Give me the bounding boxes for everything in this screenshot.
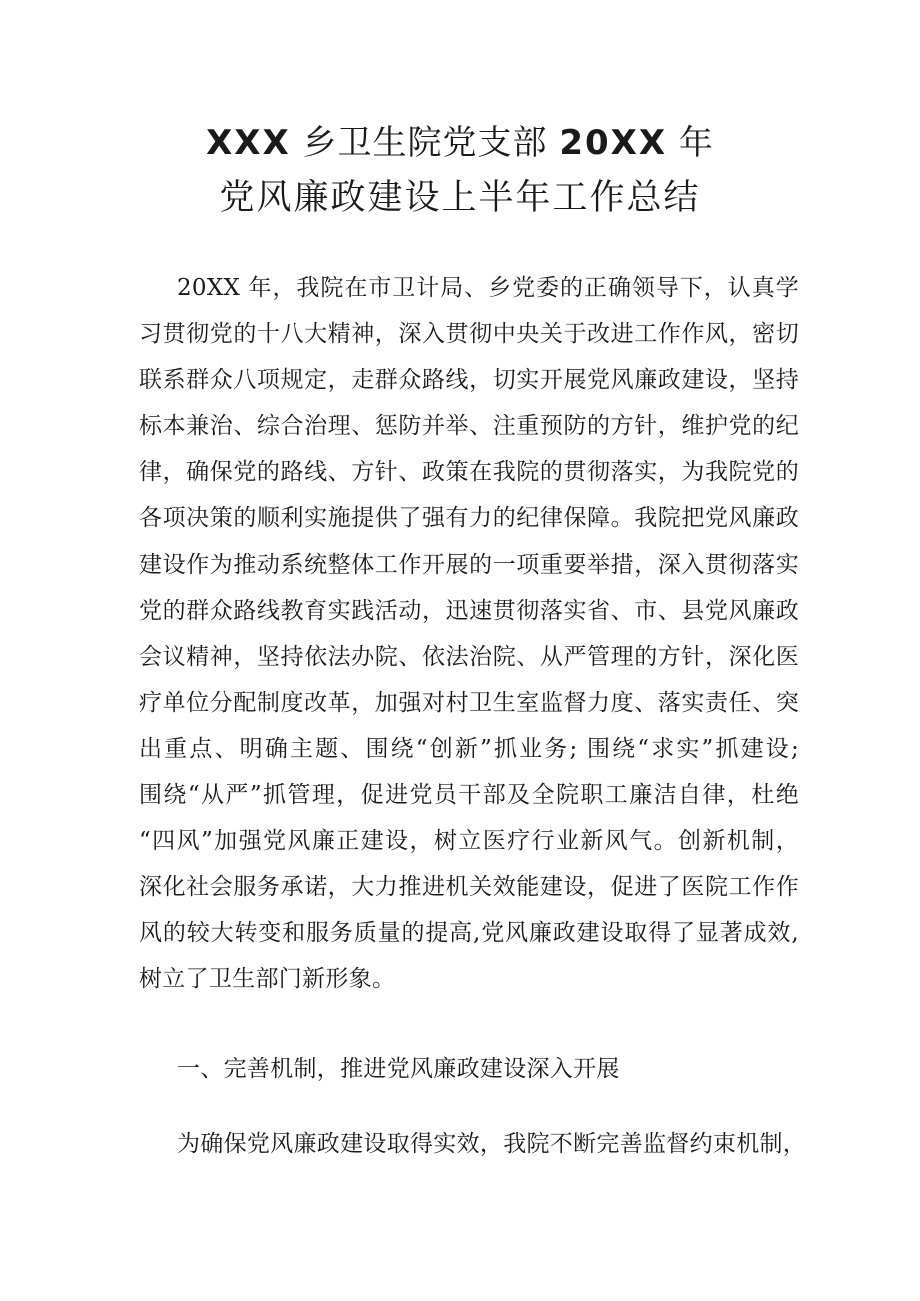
- paragraph-line: “四风”加强党风廉正建设，树立医疗行业新风气。创新机制，: [139, 828, 799, 855]
- title-year: 20XX: [559, 123, 668, 163]
- paragraph-line: 深化社会服务承诺，大力推进机关效能建设，促进了医院工作作: [139, 874, 799, 901]
- paragraph-line: 会议精神，坚持依法办院、依法治院、从严管理的方针，深化医: [139, 643, 799, 670]
- paragraph-intro: [139, 265, 799, 1003]
- title-org-code: XXX: [206, 123, 291, 163]
- paragraph-line: 风的较大转变和服务质量的提高,党风廉政建设取得了显著成效,: [139, 920, 799, 947]
- paragraph-line: 围绕“从严”抓管理，促进党员干部及全院职工廉洁自律，杜绝: [139, 782, 799, 809]
- paragraph-line: 党的群众路线教育实践活动，迅速贯彻落实省、市、县党风廉政: [139, 597, 799, 624]
- paragraph-line: 20XX 年，我院在市卫计局、乡党委的正确领导下，认真学: [177, 275, 799, 301]
- paragraph-line: 律，确保党的路线、方针、政策在我院的贯彻落实，为我院党的: [139, 459, 799, 486]
- paragraph-line: 疗单位分配制度改革，加强对村卫生室监督力度、落实责任、突: [139, 689, 799, 716]
- title-year-suffix: 年: [667, 123, 714, 163]
- section-heading-1: 一、完善机制，推进党风廉政建设深入开展: [177, 1056, 620, 1082]
- paragraph-line: 出重点、明确主题、围绕“创新”抓业务; 围绕“求实”抓建设;: [139, 735, 799, 762]
- document-title-line-2: 党风廉政建设上半年工作总结: [219, 178, 701, 218]
- paragraph-line: 建设作为推动系统整体工作开展的一项重要举措，深入贯彻落实: [139, 551, 799, 578]
- title-org-name: 乡卫生院党支部: [290, 123, 560, 163]
- paragraph-line: 标本兼治、综合治理、惩防并举、注重预防的方针，维护党的纪: [139, 413, 799, 440]
- paragraph-line: 树立了卫生部门新形象。: [139, 966, 396, 993]
- paragraph-line: 各项决策的顺利实施提供了强有力的纪律保障。我院把党风廉政: [139, 505, 799, 532]
- paragraph-line: 联系群众八项规定，走群众路线，切实开展党风廉政建设，坚持: [139, 367, 799, 394]
- paragraph-line: 习贯彻党的十八大精神，深入贯彻中央关于改进工作作风，密切: [139, 321, 799, 348]
- document-title-line-1: [0, 123, 920, 163]
- paragraph-section-1: 为确保党风廉政建设取得实效，我院不断完善监督约束机制，: [177, 1131, 807, 1157]
